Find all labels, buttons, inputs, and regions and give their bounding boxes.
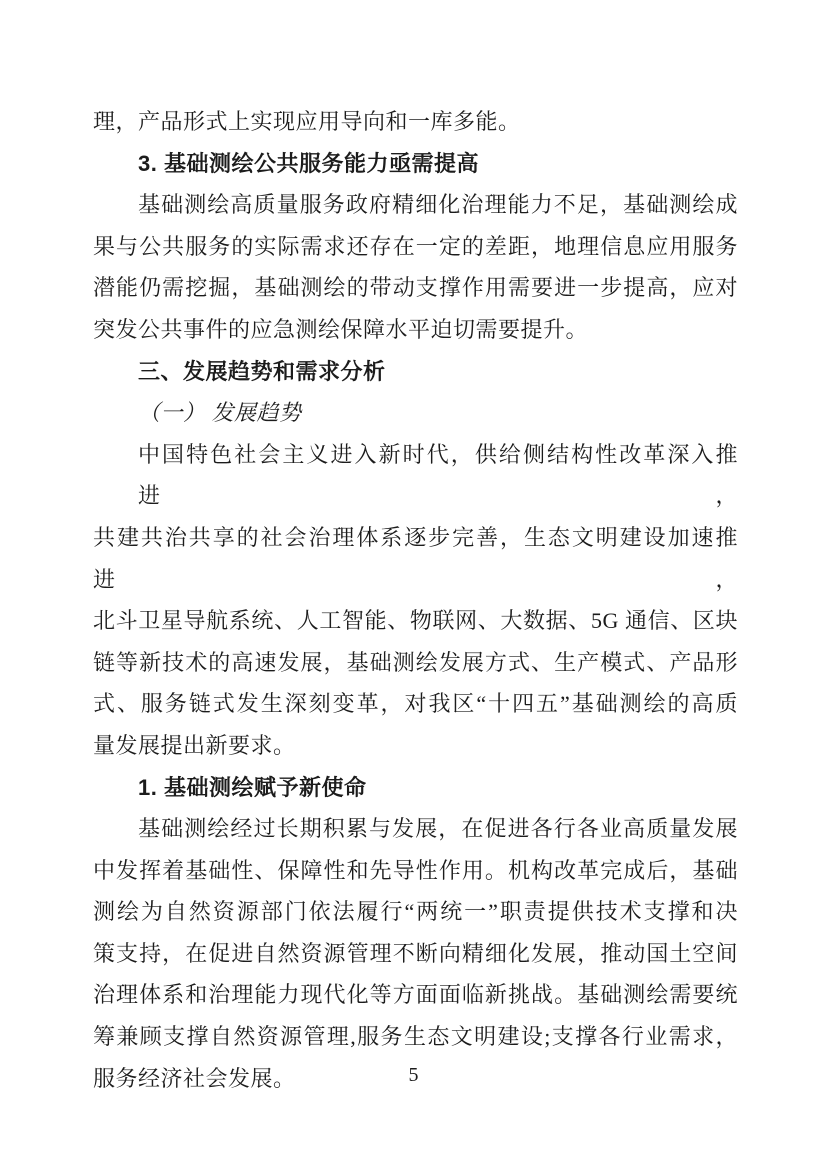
text-line: 突发公共事件的应急测绘保障水平迫切需要提升。 [93, 316, 589, 342]
section-heading: 三、发展趋势和需求分析 [138, 358, 386, 384]
section-heading: 1. 基础测绘赋予新使命 [138, 774, 367, 800]
document-body [93, 101, 738, 1099]
text-line: 中国特色社会主义进入新时代，供给侧结构性改革深入推进， [138, 441, 738, 509]
text-line: 筹兼顾支撑自然资源管理,服务生态文明建设;支撑各行业需求， [93, 1024, 738, 1050]
text-line: 共建共治共享的社会治理体系逐步完善，生态文明建设加速推进， [93, 524, 738, 592]
text-line: 量发展提出新要求。 [93, 732, 296, 758]
page-number: 5 [408, 1064, 419, 1086]
text-line: 潜能仍需挖掘，基础测绘的带动支撑作用需要进一步提高，应对 [93, 275, 738, 301]
text-line: 链等新技术的高速发展，基础测绘发展方式、生产模式、产品形 [93, 649, 738, 675]
text-line: 服务经济社会发展。 [93, 1065, 296, 1091]
text-line: 基础测绘经过长期积累与发展，在促进各行各业高质量发展 [138, 816, 738, 842]
text-line: 式、服务链式发生深刻变革，对我区“十四五”基础测绘的高质 [93, 691, 738, 717]
text-line: 北斗卫星导航系统、人工智能、物联网、大数据、5G 通信、区块 [93, 608, 738, 634]
page-footer [0, 1061, 827, 1089]
text-line: 测绘为自然资源部门依法履行“两统一”职责提供技术支撑和决 [93, 899, 738, 925]
text-line: 理，产品形式上实现应用导向和一库多能。 [93, 109, 521, 134]
text-line: 策支持，在促进自然资源管理不断向精细化发展，推动国土空间 [93, 940, 738, 966]
subsection-heading: （一） 发展趋势 [138, 400, 302, 426]
text-line: 果与公共服务的实际需求还存在一定的差距，地理信息应用服务 [93, 233, 738, 259]
text-line: 基础测绘高质量服务政府精细化治理能力不足，基础测绘成 [138, 192, 738, 218]
text-line: 治理体系和治理能力现代化等方面面临新挑战。基础测绘需要统 [93, 982, 738, 1008]
section-heading: 3. 基础测绘公共服务能力亟需提高 [138, 150, 479, 176]
text-line: 中发挥着基础性、保障性和先导性作用。机构改革完成后，基础 [93, 857, 738, 883]
